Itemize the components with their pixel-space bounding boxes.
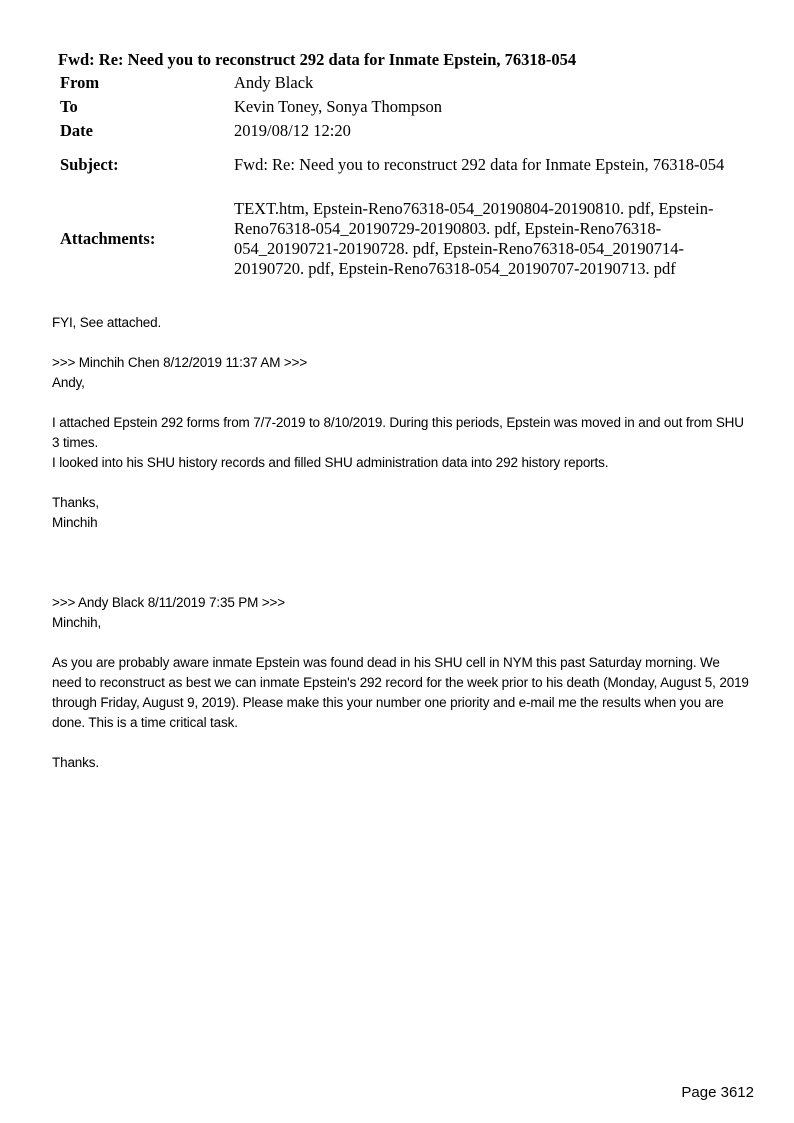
email-metadata-table [58, 71, 748, 291]
date-label: Date [60, 121, 93, 140]
to-label: To [60, 97, 78, 116]
subject-row [58, 143, 748, 187]
date-value: 2019/08/12 12:20 [234, 121, 351, 140]
message-1-thanks: Thanks, [52, 495, 99, 510]
message-2-greeting: Minchih, [52, 615, 102, 630]
from-row [58, 71, 748, 95]
fyi-line: FYI, See attached. [52, 315, 162, 330]
from-label: From [60, 73, 100, 92]
subject-value: Fwd: Re: Need you to reconstruct 292 data for Inmate Epstein, 76318-054 [234, 155, 725, 174]
message-1-paragraph-2: I looked into his SHU history records and filled SHU administration data into 292 history reports. [52, 455, 609, 470]
to-value: Kevin Toney, Sonya Thompson [234, 97, 442, 116]
attachments-value: TEXT.htm, Epstein-Reno76318-054_20190804-20190810. pdf, Epstein-Reno76318-054_20190729-20190803. pdf, Epstein-Reno76318-054_20190721-20190728. pdf, Epstein-Reno76318-054_20190714-20190720. pdf, Epstein-Reno76318-054_20190707-20190713. pdf [234, 199, 714, 278]
message-2-paragraph: As you are probably aware inmate Epstein was found dead in his SHU cell in NYM this past Saturday morning. We need to reconstruct as best we can inmate Epstein's 292 record for the week prior to his death (Monday, August 5, 2019 through Friday, August 9, 2019). Please make this your number one priority and e-mail me the results when you are done. This is a time critical task. [52, 655, 749, 730]
message-1-signature: Minchih [52, 515, 98, 530]
to-row [58, 95, 748, 119]
email-header [58, 50, 748, 291]
email-body [52, 313, 752, 773]
message-2-thanks: Thanks. [52, 755, 99, 770]
attachments-row [58, 187, 748, 291]
message-1-greeting: Andy, [52, 375, 85, 390]
from-value: Andy Black [234, 73, 314, 92]
message-2-header: >>> Andy Black 8/11/2019 7:35 PM >>> [52, 595, 286, 610]
page-number: Page 3612 [681, 1084, 754, 1101]
message-1-header: >>> Minchih Chen 8/12/2019 11:37 AM >>> [52, 355, 308, 370]
message-1-paragraph-1: I attached Epstein 292 forms from 7/7-2019 to 8/10/2019. During this periods, Epstein was moved in and out from SHU 3 times. [52, 415, 744, 450]
attachments-label: Attachments: [60, 229, 156, 248]
subject-label: Subject: [60, 155, 119, 174]
email-title: Fwd: Re: Need you to reconstruct 292 data for Inmate Epstein, 76318-054 [58, 50, 577, 69]
date-row [58, 119, 748, 143]
